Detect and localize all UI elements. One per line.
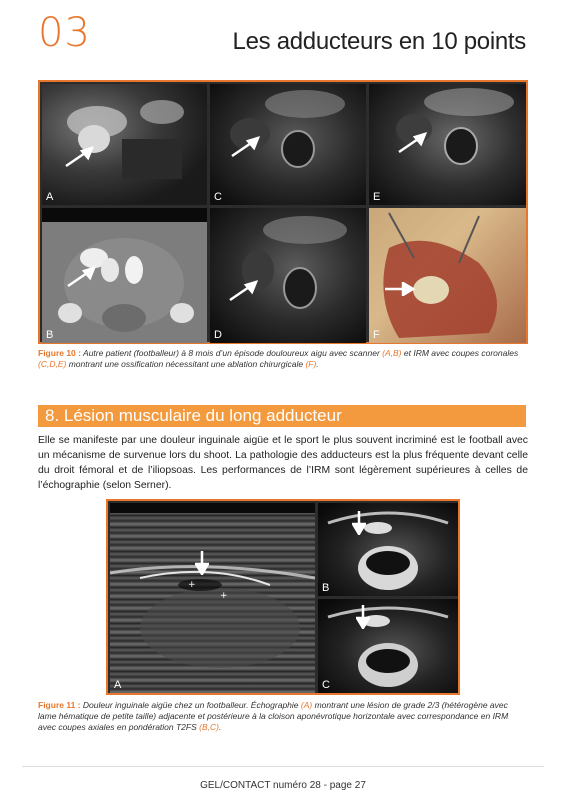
arrow-icon (383, 282, 415, 296)
figure-11-caption: Figure 11 : Douleur inguinale aigüe chez un footballeur. Échographie (A) montrant une lésion de grade 2/3 (hétérogène avec lame hématique de petite taille) adjacente et postérieure à la cloison aponévrotique horizontale avec correspondance en IRM avec coupes axiales en pondération T2FS (B,C). (38, 700, 509, 732)
mri-image (210, 208, 366, 343)
panel-label: B (322, 582, 330, 594)
mri-image (318, 599, 458, 693)
page-title: Les adducteurs en 10 points (232, 28, 526, 55)
ultrasound-image (110, 503, 315, 693)
panel-label: D (214, 329, 222, 341)
panel-label: C (214, 191, 222, 203)
figure-10-panel-e (369, 84, 526, 205)
arrow-icon (228, 280, 258, 302)
body-paragraph: Elle se manifeste par une douleur inguinale aigüe et le sport le plus souvent incriminé est le football avec un mécanisme de survenue lors du shoot. La pathologie des adducteurs est la plus fréquente devant celle du droit fémoral et de l’iliopsoas. Les performances de l’IRM sont légèrement supérieures à celles de l’échographie (selon Serner). (38, 435, 528, 491)
mri-image (318, 503, 458, 596)
panel-label: C (322, 679, 330, 691)
section-heading: 8. Lésion musculaire du long adducteur (45, 406, 342, 425)
panel-label: F (373, 329, 380, 341)
panel-label: E (373, 191, 381, 203)
arrow-icon (64, 146, 94, 168)
arrow-icon (397, 132, 427, 154)
arrow-icon (230, 136, 260, 158)
figure-11-panel-c (318, 599, 458, 693)
arrow-icon (195, 549, 209, 575)
figure-10-panel-d (210, 208, 366, 343)
panel-label: A (114, 679, 122, 691)
mri-image (369, 84, 526, 205)
figure-10-panel-b (42, 208, 207, 343)
figure-11-panel-b (318, 503, 458, 596)
chapter-number: 03 (38, 10, 91, 56)
surgical-photo (369, 208, 526, 343)
footer-divider (22, 766, 544, 767)
panel-label: B (46, 329, 54, 341)
figure-10-panel-f (369, 208, 526, 343)
figure-10-panel-a (42, 84, 207, 205)
figure-11 (106, 499, 460, 695)
figure-10-panel-c (210, 84, 366, 205)
page-footer: GEL/CONTACT numéro 28 - page 27 (200, 780, 366, 791)
figure-10 (38, 80, 528, 344)
arrow-icon (352, 509, 366, 535)
ct-scan-image (42, 84, 207, 205)
arrow-icon (66, 266, 96, 288)
arrow-icon (356, 603, 370, 629)
marker-icon: + (188, 580, 196, 590)
marker-icon: + (220, 591, 228, 601)
panel-label: A (46, 191, 54, 203)
figure-11-panel-a (110, 503, 315, 693)
figure-10-caption: Figure 10 : Autre patient (footballeur) à 8 mois d’un épisode douloureux aigu avec scanner (A,B) et IRM avec coupes coronales (C,D,E) montrant une ossification nécessitant une ablation chirurgicale (F). (38, 348, 519, 369)
